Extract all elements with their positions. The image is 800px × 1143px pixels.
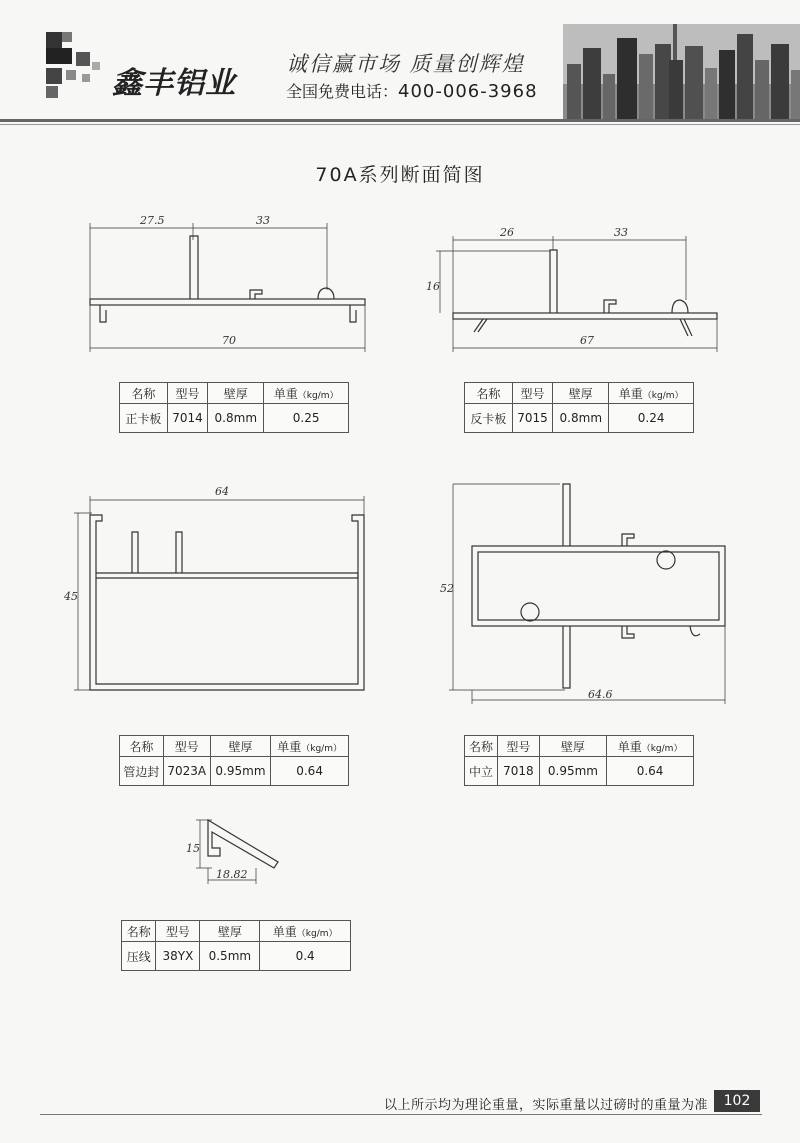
header-model: 型号 xyxy=(163,736,210,757)
dim-label: 26 xyxy=(500,226,514,239)
header-thickness: 壁厚 xyxy=(200,921,260,942)
dim-label: 27.5 xyxy=(140,214,165,227)
cell-thickness: 0.8mm xyxy=(208,404,264,433)
header-weight: 单重（kg/m） xyxy=(609,383,694,404)
cell-weight: 0.64 xyxy=(607,757,694,786)
cell-name: 管边封 xyxy=(120,757,164,786)
header-weight: 单重（kg/m） xyxy=(264,383,349,404)
profile-7015-drawing xyxy=(436,236,717,352)
dim-label: 18.82 xyxy=(216,868,248,881)
header-model: 型号 xyxy=(512,383,553,404)
table-row xyxy=(122,942,351,971)
cell-model: 7015 xyxy=(512,404,553,433)
cell-model: 7018 xyxy=(498,757,540,786)
cell-weight: 0.25 xyxy=(264,404,349,433)
header-thickness: 壁厚 xyxy=(208,383,264,404)
cell-model: 38YX xyxy=(156,942,200,971)
dim-label: 16 xyxy=(426,280,440,293)
profile-7018-drawing xyxy=(449,484,725,704)
slogan: 诚信赢市场 质量创辉煌 xyxy=(286,52,525,76)
cell-model: 7014 xyxy=(167,404,208,433)
cell-weight: 0.4 xyxy=(260,942,351,971)
spec-table-7015 xyxy=(464,382,694,433)
table-row xyxy=(120,404,349,433)
header-thickness: 壁厚 xyxy=(539,736,606,757)
dim-label: 67 xyxy=(580,334,594,347)
spec-table-7023A xyxy=(119,735,349,786)
table-row xyxy=(465,757,694,786)
spec-table-38YX xyxy=(121,920,351,971)
header-weight: 单重（kg/m） xyxy=(271,736,349,757)
header-model: 型号 xyxy=(498,736,540,757)
header-thickness: 壁厚 xyxy=(553,383,609,404)
page-title: 70A系列断面简图 xyxy=(315,164,485,186)
cell-weight: 0.24 xyxy=(609,404,694,433)
header-weight: 单重（kg/m） xyxy=(260,921,351,942)
header-name: 名称 xyxy=(120,736,164,757)
profile-7014-drawing xyxy=(90,223,365,352)
page-number: 102 xyxy=(714,1090,760,1112)
cell-thickness: 0.95mm xyxy=(210,757,270,786)
dim-label: 33 xyxy=(614,226,628,239)
dim-label: 15 xyxy=(186,842,200,855)
cell-name: 反卡板 xyxy=(465,404,513,433)
brand-name: 鑫丰铝业 xyxy=(112,66,236,101)
dim-label: 70 xyxy=(222,334,236,347)
cell-thickness: 0.8mm xyxy=(553,404,609,433)
dim-label: 45 xyxy=(64,590,78,603)
cell-weight: 0.64 xyxy=(271,757,349,786)
dim-label: 52 xyxy=(440,582,454,595)
cell-model: 7023A xyxy=(163,757,210,786)
profile-7023A-drawing xyxy=(74,496,364,690)
header-weight: 单重（kg/m） xyxy=(607,736,694,757)
weight-disclaimer: 以上所示均为理论重量，实际重量以过磅时的重量为准 xyxy=(383,1098,708,1113)
header-name: 名称 xyxy=(120,383,168,404)
dim-label: 33 xyxy=(256,214,270,227)
cell-name: 正卡板 xyxy=(120,404,168,433)
header-name: 名称 xyxy=(465,736,498,757)
spec-table-7014 xyxy=(119,382,349,433)
cell-thickness: 0.5mm xyxy=(200,942,260,971)
header-name: 名称 xyxy=(122,921,156,942)
footer-divider xyxy=(40,1114,762,1115)
header-model: 型号 xyxy=(167,383,208,404)
spec-table-7018 xyxy=(464,735,694,786)
header-model: 型号 xyxy=(156,921,200,942)
header-name: 名称 xyxy=(465,383,513,404)
dim-label: 64 xyxy=(215,485,229,498)
cell-thickness: 0.95mm xyxy=(539,757,606,786)
dim-label: 64.6 xyxy=(588,688,613,701)
header-thickness: 壁厚 xyxy=(210,736,270,757)
table-row xyxy=(120,757,349,786)
cell-name: 压线 xyxy=(122,942,156,971)
hotline-number: 400-006-3968 xyxy=(398,81,538,102)
table-row xyxy=(465,404,694,433)
hotline-label: 全国免费电话： xyxy=(286,82,399,101)
cell-name: 中立 xyxy=(465,757,498,786)
